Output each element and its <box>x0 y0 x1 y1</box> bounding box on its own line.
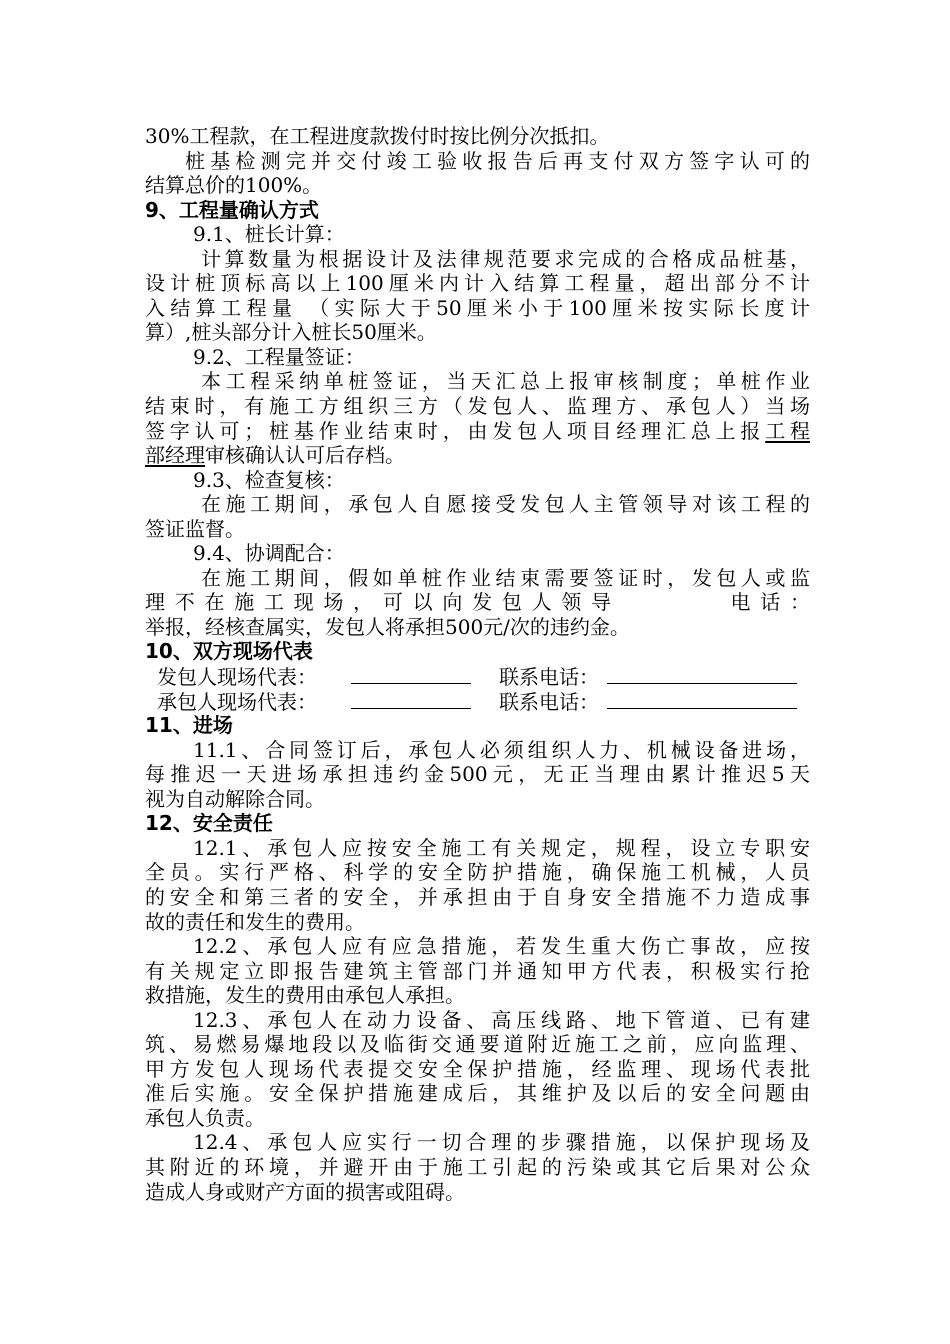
text-line: 30%工程款，在工程进度款拨付时按比例分次抵扣。 <box>145 124 610 148</box>
text-line <box>145 443 810 468</box>
text-line: 故的责任和发生的费用。 <box>145 909 365 934</box>
representative-label: 发包人现场代表： <box>157 665 317 690</box>
text-line: 12.3、承包人在动力设备、高压线路、地下管道、已有建 <box>193 1007 810 1032</box>
underlined-text: 工程 <box>765 418 811 443</box>
text-run: 签字认可；桩基作业结束时，由发包人项目经理汇总上报 <box>145 418 766 443</box>
phone-label: 联系电话： <box>499 689 599 714</box>
text-line: 结算总价的100%。 <box>145 173 323 198</box>
text-line: 准后实施。安全保护措施建成后，其维护及以后的安全问题由 <box>145 1081 810 1106</box>
text-run: 审核确认认可后存档。 <box>205 443 405 468</box>
text-line: 全员。实行严格、科学的安全防护措施，确保施工机械，人员 <box>145 860 810 885</box>
text-line: 筑、易燃易爆地段以及临街交通要道附近施工之前，应向监理、 <box>145 1032 810 1057</box>
underlined-text: 部经理 <box>145 443 205 468</box>
representative-row <box>145 664 810 689</box>
document-page <box>145 124 810 1204</box>
text-line: 12.1、承包人应按安全施工有关规定，规程，设立专职安 <box>193 835 810 860</box>
section-heading-12: 12、安全责任 <box>145 811 273 836</box>
text-line: 结束时，有施工方组织三方（发包人、监理方、承包人）当场 <box>145 394 810 419</box>
phone-blank-field[interactable] <box>607 689 797 709</box>
section-heading-9: 9、工程量确认方式 <box>145 197 319 222</box>
text-line: 其附近的环境，并避开由于施工引起的污染或其它后果对公众 <box>145 1154 810 1179</box>
phone-blank-field[interactable] <box>607 664 797 684</box>
text-line <box>145 590 810 615</box>
text-line: 在施工期间，承包人自愿接受发包人主管领导对该工程的 <box>201 492 810 517</box>
phone-label: 联系电话： <box>499 665 599 690</box>
section-heading-11: 11、进场 <box>145 713 233 738</box>
text-line: 承包人负责。 <box>145 1105 265 1130</box>
text-line: 本工程采纳单桩签证，当天汇总上报审核制度；单桩作业 <box>201 369 810 394</box>
text-run: 理不在施工现场，可以向发包人领导 <box>145 590 621 615</box>
text-line: 视为自动解除合同。 <box>145 786 325 811</box>
text-line: 桩基检测完并交付竣工验收报告后再支付双方签字认可的 <box>185 148 810 173</box>
text-line: 12.4、承包人应实行一切合理的步骤措施，以保护现场及 <box>193 1130 810 1155</box>
subsection-heading-9-4: 9.4、协调配合： <box>193 541 345 566</box>
text-line: 设计桩顶标高以上100厘米内计入结算工程量，超出部分不计 <box>145 271 810 296</box>
text-line: 每推迟一天进场承担违约金500元，无正当理由累计推迟5天 <box>145 762 810 787</box>
text-line: 入结算工程量 （实际大于50厘米小于100厘米按实际长度计 <box>145 295 810 320</box>
text-line: 算）,桩头部分计入桩长50厘米。 <box>145 320 437 345</box>
text-line: 计算数量为根据设计及法律规范要求完成的合格成品桩基， <box>201 246 810 271</box>
text-line: 有关规定立即报告建筑主管部门并通知甲方代表，积极实行抢 <box>145 958 810 983</box>
subsection-heading-9-2: 9.2、工程量签证： <box>193 344 365 369</box>
text-line: 11.1、合同签订后，承包人必须组织人力、机械设备进场， <box>193 737 810 762</box>
text-line: 造成人身或财产方面的损害或阻碍。 <box>145 1179 465 1204</box>
representative-row <box>145 689 810 714</box>
text-line: 签证监督。 <box>145 516 245 541</box>
name-blank-field[interactable] <box>351 689 471 709</box>
text-line: 甲方发包人现场代表提交安全保护措施，经监理、现场代表批 <box>145 1056 810 1081</box>
text-line: 在施工期间，假如单桩作业结束需要签证时，发包人或监 <box>201 565 810 590</box>
text-line: 的安全和第三者的安全，并承担由于自身安全措施不力造成事 <box>145 884 810 909</box>
text-line: 救措施，发生的费用由承包人承担。 <box>145 983 465 1008</box>
representative-label: 承包人现场代表： <box>157 689 317 714</box>
text-line <box>145 419 810 444</box>
subsection-heading-9-3: 9.3、检查复核： <box>193 467 345 492</box>
name-blank-field[interactable] <box>351 664 471 684</box>
text-line: 举报，经核查属实，发包人将承担500元/次的违约金。 <box>145 614 630 639</box>
text-line: 12.2、承包人应有应急措施，若发生重大伤亡事故，应按 <box>193 934 810 959</box>
subsection-heading-9-1: 9.1、桩长计算： <box>193 222 345 247</box>
text-run: 电话： <box>720 590 811 615</box>
section-heading-10: 10、双方现场代表 <box>145 639 313 664</box>
